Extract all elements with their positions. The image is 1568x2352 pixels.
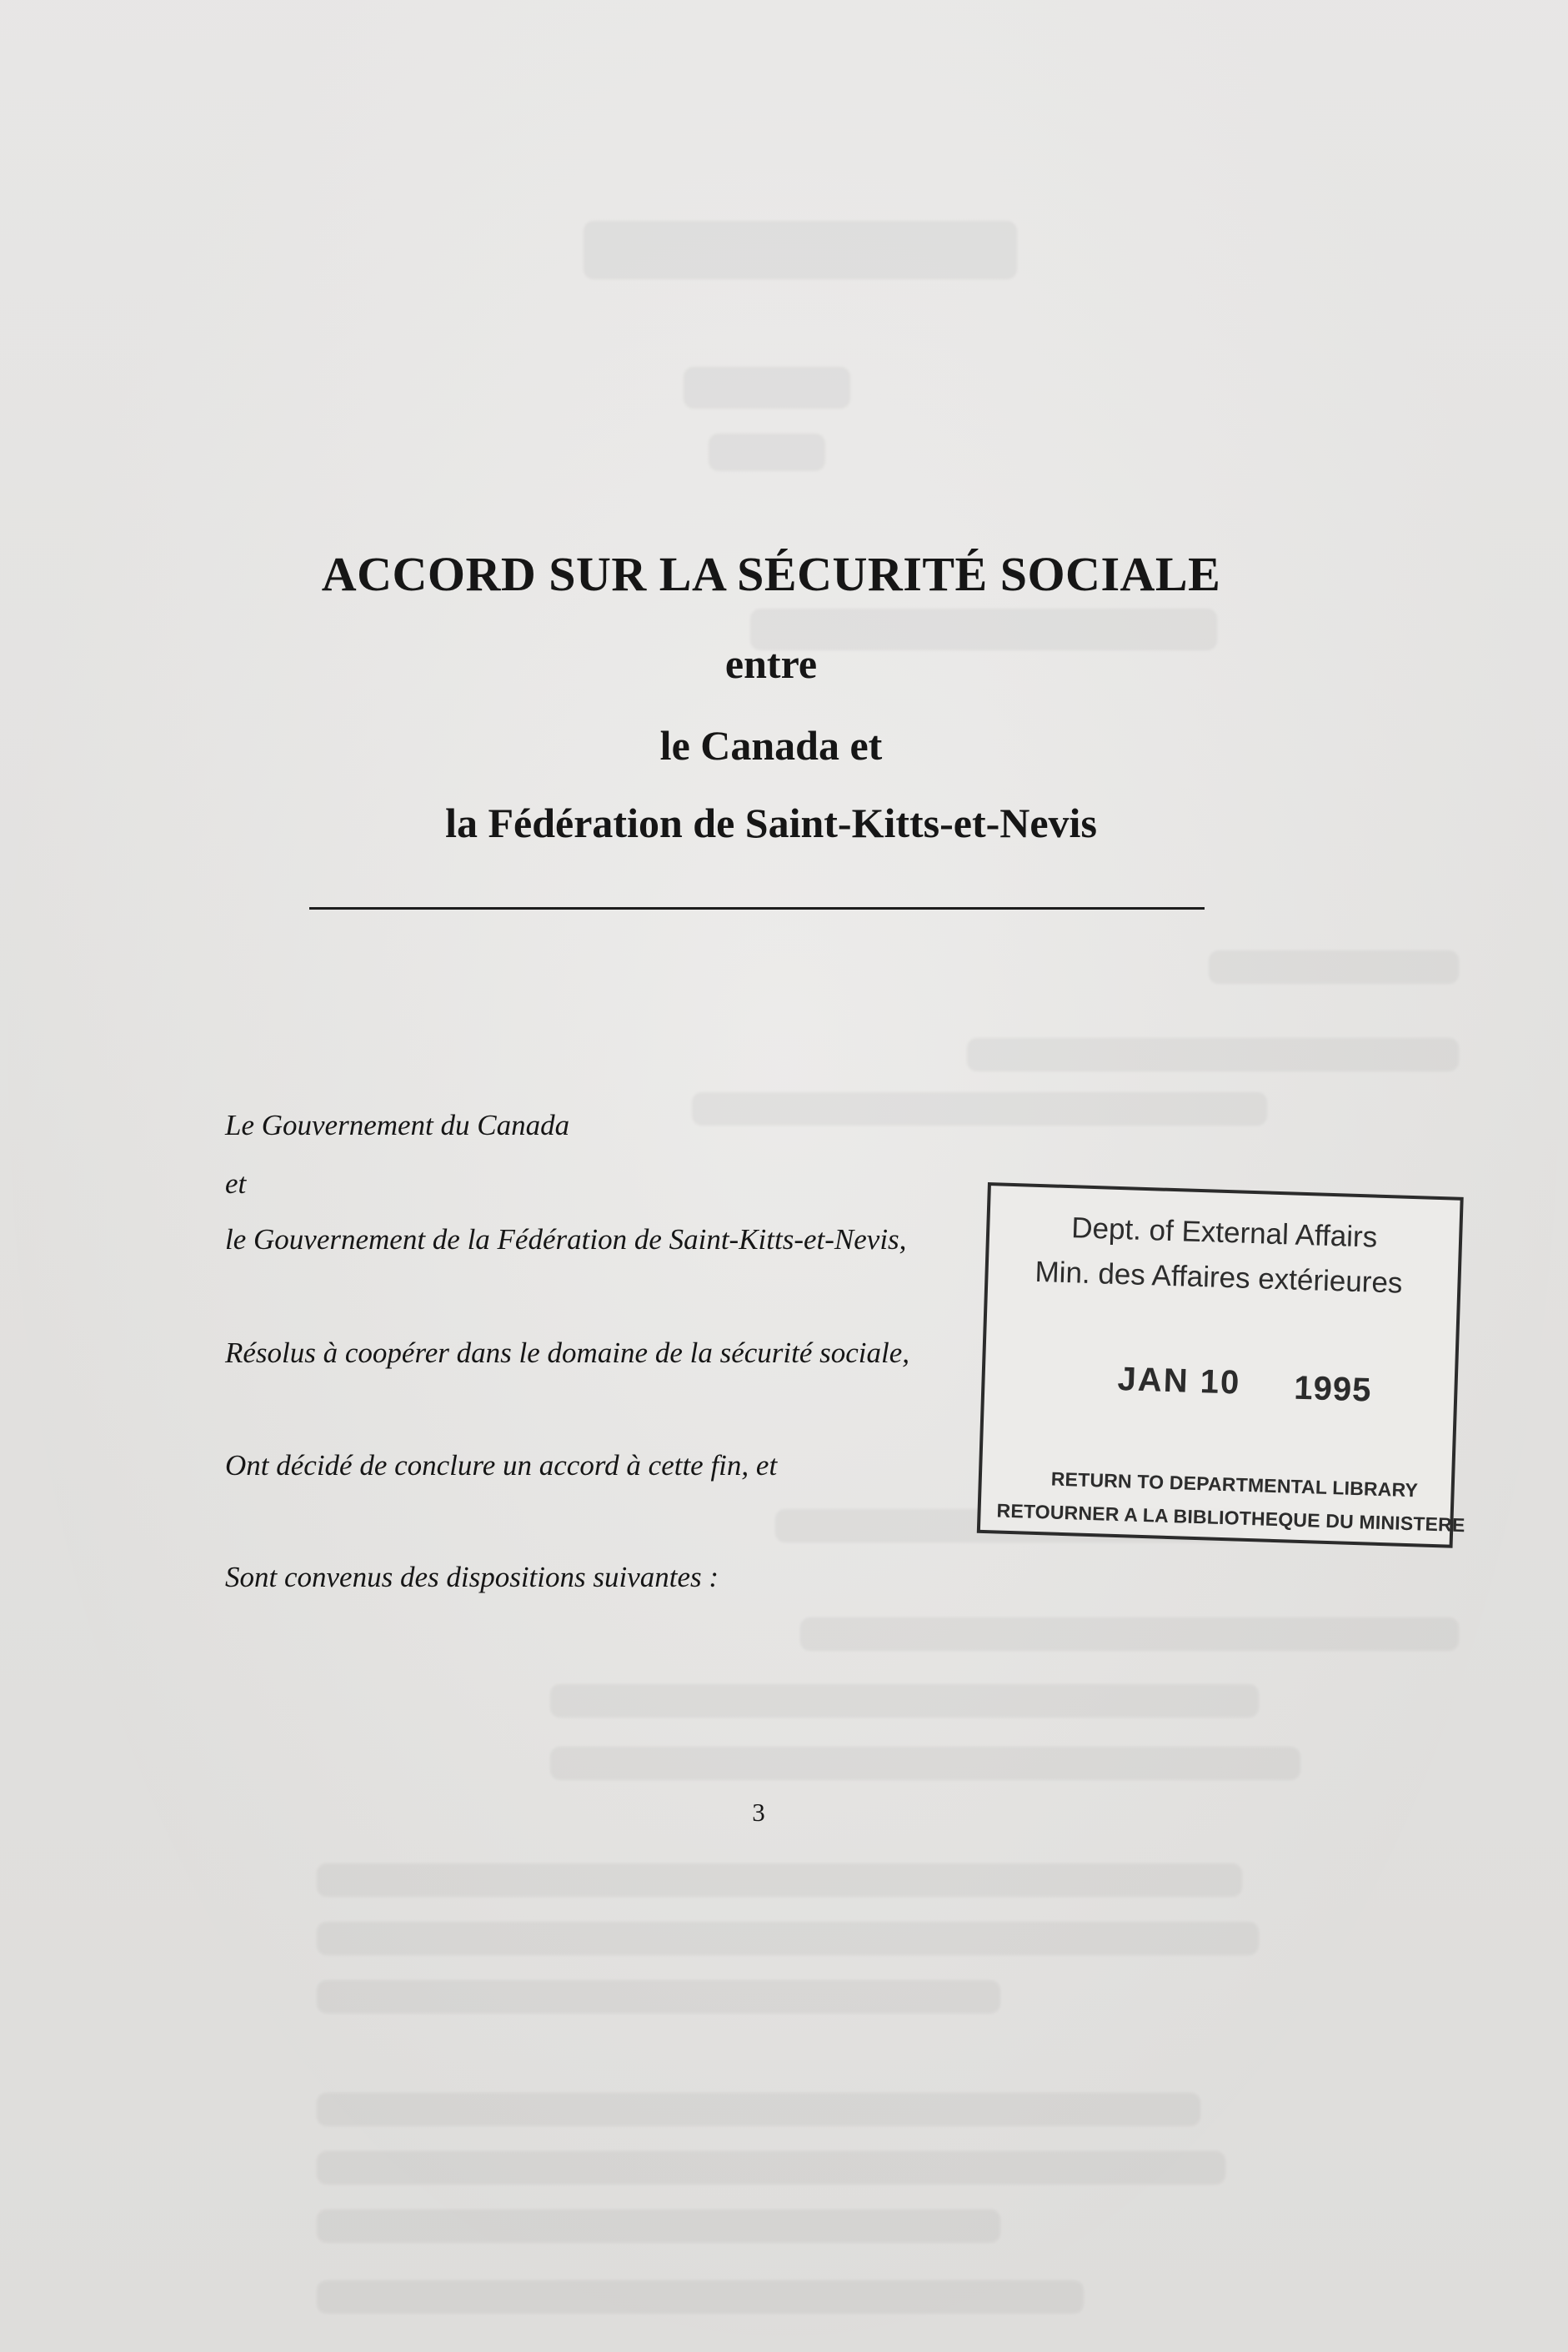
show-through-mark <box>1209 950 1459 984</box>
show-through-mark <box>317 2209 1000 2243</box>
stamp-department-en: Dept. of External Affairs <box>1070 1211 1378 1254</box>
show-through-mark <box>550 1684 1259 1718</box>
show-through-mark <box>800 1617 1459 1651</box>
show-through-mark <box>692 1092 1267 1126</box>
preamble-line-government-canada: Le Gouvernement du Canada <box>225 1109 570 1141</box>
show-through-mark <box>967 1038 1459 1071</box>
show-through-mark <box>317 1922 1259 1955</box>
preamble-line-resolus: Résolus à coopérer dans le domaine de la sécurité sociale, <box>225 1336 910 1369</box>
page-number: 3 <box>752 1798 765 1827</box>
show-through-mark <box>317 2093 1200 2126</box>
show-through-mark <box>550 1747 1300 1780</box>
stamp-department-fr: Min. des Affaires extérieures <box>1034 1255 1404 1300</box>
title-entre: entre <box>724 640 818 687</box>
show-through-mark <box>317 2151 1225 2184</box>
show-through-mark <box>317 1863 1242 1897</box>
show-through-mark <box>317 2280 1084 2314</box>
title-party-federation: la Fédération de Saint-Kitts-et-Nevis <box>445 800 1097 846</box>
preamble-line-ont-decide: Ont décidé de conclure un accord à cette fin, et <box>225 1449 778 1482</box>
stamp-return-fr: RETOURNER A LA BIBLIOTHEQUE DU MINISTERE <box>996 1499 1465 1537</box>
show-through-mark <box>584 221 1017 279</box>
show-through-mark <box>317 1980 1000 2013</box>
stamp-year: 1995 <box>1293 1369 1373 1409</box>
title-party-canada: le Canada et <box>659 722 883 769</box>
library-stamp <box>977 1182 1464 1548</box>
document-title: ACCORD SUR LA SÉCURITÉ SOCIALE <box>321 547 1221 601</box>
title-rule <box>309 907 1205 910</box>
preamble-line-et: et <box>225 1167 247 1200</box>
stamp-return-en: RETURN TO DEPARTMENTAL LIBRARY <box>1050 1467 1419 1502</box>
preamble-line-sont-convenus: Sont convenus des dispositions suivantes : <box>225 1561 719 1593</box>
show-through-mark <box>684 367 850 409</box>
stamp-date: JAN 10 <box>1116 1361 1241 1402</box>
show-through-mark <box>709 434 825 471</box>
preamble-line-government-federation: le Gouvernement de la Fédération de Saint-Kitts-et-Nevis, <box>225 1223 907 1256</box>
